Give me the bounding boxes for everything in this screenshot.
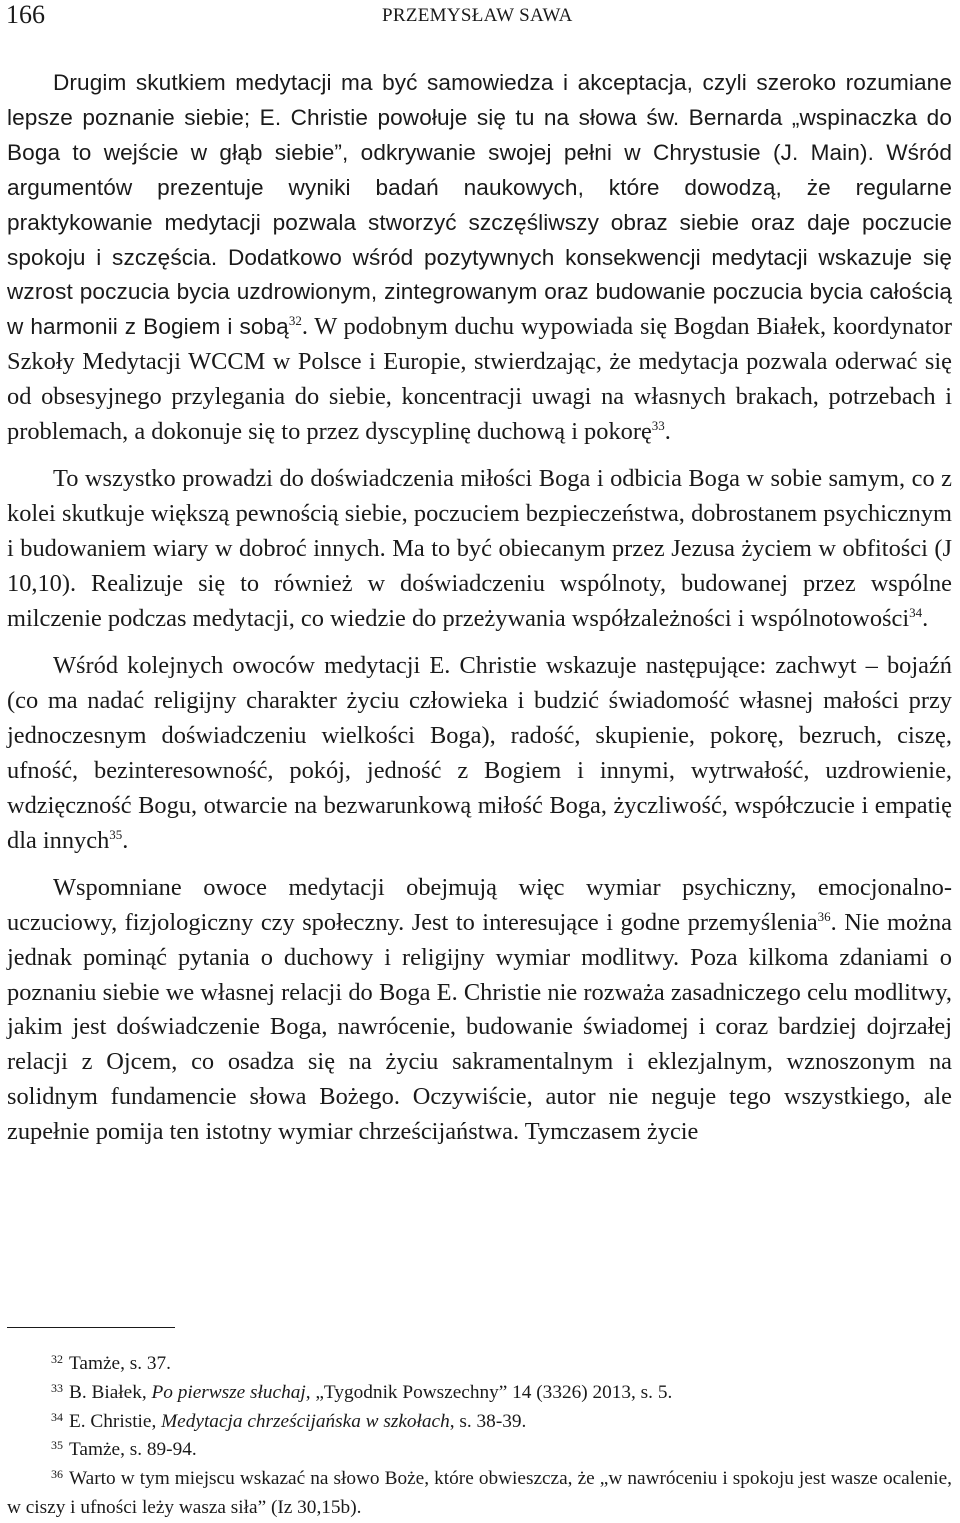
paragraph-text: . — [122, 826, 129, 854]
page-header — [6, 0, 954, 32]
running-head: PRZEMYSŁAW SAWA — [382, 5, 573, 26]
body-text — [7, 66, 952, 1162]
footnote-number: 32 — [51, 1352, 63, 1366]
footnote-author: B. Białek, — [69, 1381, 152, 1403]
paragraph-1 — [7, 66, 952, 450]
paragraph-3 — [7, 649, 952, 858]
paragraph-text: To wszystko prowadzi do doświadczenia miłości Boga i odbicia Boga w sobie samym, co z kolei skutkuje większą pewnością siebie, poczuciem bezpieczeństwa, dobrostanem psychicznym i budowaniem wiary w dobroć innych. Ma to być obiecanym przez Jezusa życiem w obfitości (J 10,10). Realizuje się to również w doświadczeniu wspólnoty, budowanej przez wspólne milczenie podczas medytacji, co wiedzie do przeżywania współzależności i wspólnotowości — [7, 465, 952, 632]
footnote-title: Medytacja chrześcijańska w szkołach — [161, 1410, 450, 1432]
footnote-35 — [7, 1436, 952, 1465]
footnote-ref-35: 35 — [109, 826, 123, 842]
footnote-ref-36: 36 — [817, 908, 831, 924]
footnote-separator — [7, 1327, 175, 1328]
footnote-text: Tamże, s. 89-94. — [69, 1439, 197, 1461]
footnotes — [7, 1350, 952, 1523]
footnote-source: , s. 38-39. — [449, 1410, 527, 1432]
footnote-ref-32: 32 — [288, 313, 302, 329]
paragraph-4 — [7, 871, 952, 1150]
paragraph-text: Wspomniane owoce medytacji obejmują więc wymiar psychiczny, emocjonalno-uczuciowy, fizjologiczny czy społeczny. Jest to interesujące i godne przemyślenia — [7, 873, 952, 936]
paragraph-text: . Nie można jednak pominąć pytania o duchowy i religijny wymiar modlitwy. Poza kilkoma zdaniami o poznaniu siebie we własnej relacji do Boga E. Christie nie rozważa zasadniczego celu modlitwy, jakim jest doświadczenie Boga, nawrócenie, budowanie świadomej i coraz bardziej dojrzałej relacji z Ojcem, co osadza się na życiu sakramentalnym i eklezjalnym, wznoszonym na solidnym fundamencie słowa Bożego. Oczywiście, autor nie neguje tego wszystkiego, ale zupełnie pomija ten istotny wymiar chrześcijaństwa. Tymczasem życie — [7, 908, 952, 1146]
footnote-34 — [7, 1408, 952, 1437]
footnote-author: E. Christie, — [69, 1410, 162, 1432]
paragraph-text: Drugim skutkiem medytacji ma być samowiedza i akceptacja, czyli szeroko rozumiane lepsze poznanie siebie; E. Christie powołuje się tu na słowa św. Bernarda „wspinaczka do Boga to wejście w głąb siebie”, odkrywanie swojej pełni w Chrystusie (J. Main). Wśród argumentów prezentuje wyniki badań naukowych, które dowodzą, że regularne praktykowanie medytacji pozwala stworzyć szczęśliwszy obraz siebie oraz daje poczucie spokoju i szczęścia. Dodatkowo wśród pozytywnych konsekwencji medytacji wskazuje się wzrost poczucia bycia uzdrowionym, zintegrowanym oraz budowanie poczucia bycia całością w harmonii z Bogiem i sobą — [7, 70, 952, 340]
footnote-ref-33: 33 — [651, 418, 665, 434]
footnote-ref-34: 34 — [909, 604, 923, 620]
footnote-32 — [7, 1350, 952, 1379]
paragraph-text: . — [664, 418, 671, 446]
page-number: 166 — [6, 0, 45, 29]
paragraph-text: . — [922, 604, 929, 632]
footnote-number: 33 — [51, 1380, 63, 1395]
paragraph-text: . W podobnym duchu wypowiada się Bogdan Białek, koordynator Szkoły Medytacji WCCM w Polsce i Europie, stwierdzając, że medytacja pozwala oderwać się od obsesyjnego przylegania do siebie, koncentracji uwagi na własnych brakach, potrzebach i problemach, a dokonuje się to przez dyscyplinę duchową i pokorę — [7, 313, 952, 446]
footnote-text: Warto w tym miejscu wskazać na słowo Boże, które obwieszcza, że „w nawróceniu i spokoju jest wasze ocalenie, w ciszy i ufności leży wasza siła” (Iz 30,15b). — [7, 1468, 952, 1518]
footnote-source: , „Tygodnik Powszechny” 14 (3326) 2013, s. 5. — [305, 1381, 673, 1403]
footnote-33 — [7, 1379, 952, 1408]
footnote-36 — [7, 1465, 952, 1523]
footnote-number: 34 — [51, 1409, 63, 1424]
footnote-text: Tamże, s. 37. — [69, 1353, 171, 1374]
footnote-number: 35 — [51, 1438, 63, 1453]
footnote-title: Po pierwsze słuchaj — [151, 1381, 306, 1403]
paragraph-text: Wśród kolejnych owoców medytacji E. Christie wskazuje następujące: zachwyt – bojaźń (co ma nadać religijny charakter życiu człowieka i budzić świadomość własnej małości przy jednoczesnym doświadczeniu wielkości Boga), radość, skupienie, pokorę, bezruch, ciszę, ufność, bezinteresowność, pokój, jedność z Bogiem i innymi, wytrwałość, uzdrowienie, wdzięczność Bogu, otwarcie na bezwarunkową miłość Boga, życzliwość, współczucie i empatię dla innych — [7, 652, 952, 854]
footnote-number: 36 — [51, 1467, 63, 1482]
paragraph-2 — [7, 462, 952, 637]
